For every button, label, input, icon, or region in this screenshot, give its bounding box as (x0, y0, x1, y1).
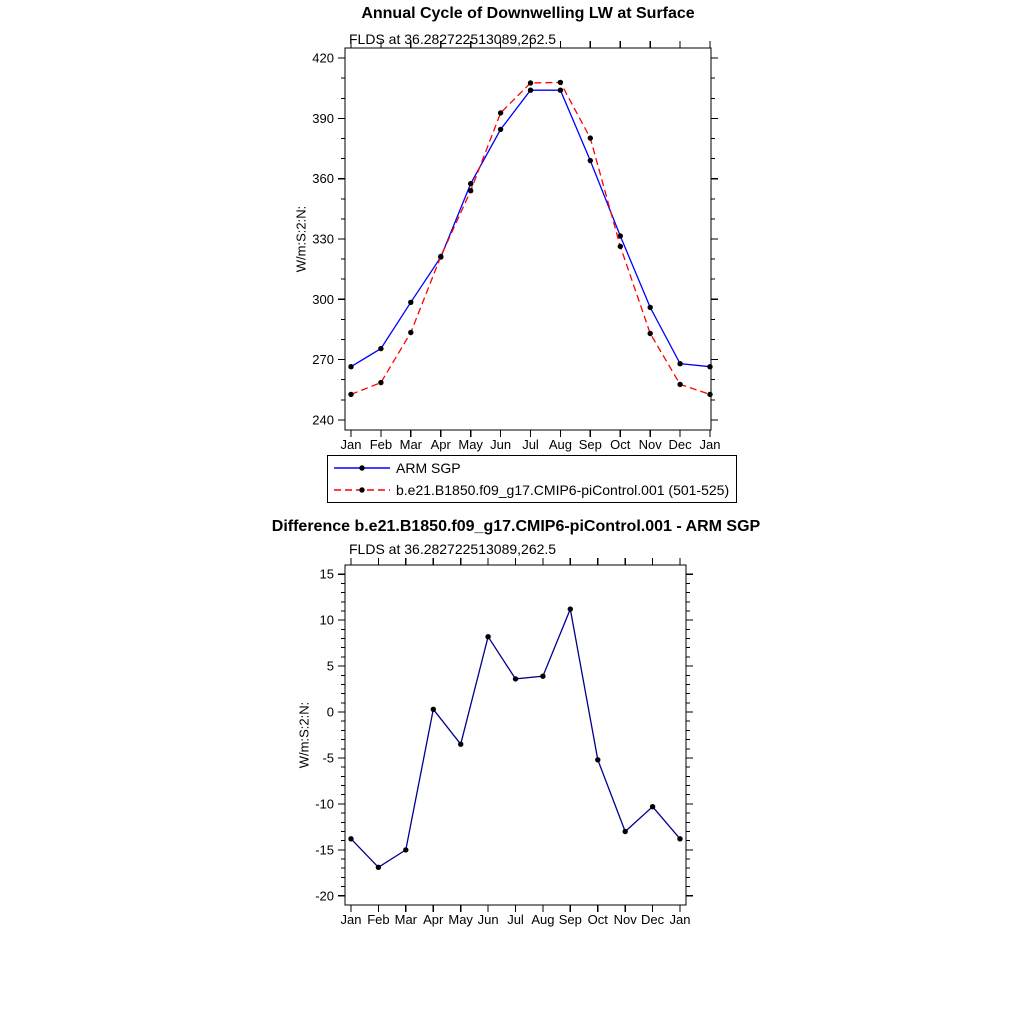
y-tick-label: 270 (312, 352, 334, 368)
difference-chart-subtitle: FLDS at 36.282722513089,262.5 (349, 541, 557, 557)
data-point-marker (485, 634, 490, 639)
data-point-marker (618, 244, 623, 249)
data-point-marker (468, 181, 473, 186)
data-point-marker (707, 392, 712, 397)
x-tick-label: Jan (340, 912, 362, 927)
data-point-marker (376, 865, 381, 870)
data-point-marker (458, 742, 463, 747)
legend-marker (359, 487, 364, 492)
x-tick-label: Apr (430, 437, 451, 452)
data-point-marker (568, 606, 573, 611)
data-point-marker (588, 158, 593, 163)
y-tick-label: -20 (315, 888, 334, 904)
x-tick-label: Feb (367, 912, 390, 927)
x-tick-label: Jan (699, 437, 721, 452)
series-line-0 (351, 90, 710, 367)
data-point-marker (650, 804, 655, 809)
data-point-marker (378, 380, 383, 385)
x-tick-label: Dec (668, 437, 692, 452)
annual-cycle-chart-title: Annual Cycle of Downwelling LW at Surface (361, 5, 695, 22)
legend-item-arm-sgp (333, 459, 736, 477)
x-tick-label: Jun (477, 912, 499, 927)
y-tick-label: 300 (312, 291, 334, 307)
data-point-marker (528, 80, 533, 85)
y-tick-label: 0 (326, 704, 334, 720)
legend (327, 455, 737, 503)
data-point-marker (348, 836, 353, 841)
data-point-marker (595, 757, 600, 762)
data-point-marker (558, 80, 563, 85)
data-point-marker (558, 88, 563, 93)
y-tick-label: 5 (326, 658, 334, 674)
x-tick-label: Jan (669, 912, 691, 927)
x-tick-label: Mar (399, 437, 423, 452)
data-point-marker (431, 707, 436, 712)
data-point-marker (623, 829, 628, 834)
legend-marker (359, 466, 364, 471)
difference-chart-y-axis-label: W/m:S:2:N: (296, 701, 312, 769)
x-tick-label: Sep (558, 912, 582, 927)
data-point-marker (498, 127, 503, 132)
data-point-marker (348, 392, 353, 397)
x-tick-label: May (458, 437, 483, 452)
x-tick-label: Aug (548, 437, 572, 452)
data-point-marker (498, 110, 503, 115)
data-point-marker (648, 305, 653, 310)
x-tick-label: Nov (638, 437, 662, 452)
data-point-marker (403, 847, 408, 852)
legend-line-sample-arm-sgp (333, 462, 391, 474)
annual-cycle-y-axis-label: W/m:S:2:N: (293, 205, 309, 273)
data-point-marker (588, 135, 593, 140)
x-tick-label: Nov (613, 912, 637, 927)
x-tick-label: Jun (490, 437, 512, 452)
data-point-marker (677, 361, 682, 366)
x-tick-label: Jul (522, 437, 539, 452)
y-tick-label: 330 (312, 231, 334, 247)
data-point-marker (468, 188, 473, 193)
y-tick-label: 10 (319, 612, 334, 628)
data-point-marker (378, 346, 383, 351)
plot-frame (345, 48, 711, 430)
data-point-marker (528, 88, 533, 93)
x-tick-label: Jan (340, 437, 362, 452)
y-tick-label: -15 (315, 842, 334, 858)
x-tick-label: Mar (394, 912, 418, 927)
plot-frame (345, 565, 686, 905)
annual-cycle-chart-subtitle: FLDS at 36.282722513089,262.5 (349, 31, 557, 47)
y-tick-label: 420 (312, 50, 334, 66)
x-tick-label: Aug (531, 912, 555, 927)
x-tick-label: May (448, 912, 473, 927)
x-tick-label: Jul (507, 912, 524, 927)
x-tick-label: Apr (423, 912, 444, 927)
x-tick-label: Sep (578, 437, 602, 452)
y-tick-label: 15 (319, 566, 334, 582)
y-tick-label: 390 (312, 110, 334, 126)
x-tick-label: Oct (610, 437, 631, 452)
data-point-marker (648, 331, 653, 336)
x-tick-label: Oct (587, 912, 608, 927)
y-tick-label: 240 (312, 412, 334, 428)
data-point-marker (408, 330, 413, 335)
legend-label-model: b.e21.B1850.f09_g17.CMIP6-piControl.001 (501-525) (396, 481, 730, 498)
data-point-marker (438, 254, 443, 259)
legend-line-sample-model (333, 484, 391, 496)
data-point-marker (540, 674, 545, 679)
legend-item-model (333, 481, 736, 499)
data-point-marker (677, 382, 682, 387)
x-tick-label: Dec (641, 912, 665, 927)
data-point-marker (513, 676, 518, 681)
data-point-marker (408, 300, 413, 305)
y-tick-label: -10 (315, 796, 334, 812)
data-point-marker (348, 364, 353, 369)
data-point-marker (677, 836, 682, 841)
data-point-marker (707, 364, 712, 369)
difference-chart-title: Difference b.e21.B1850.f09_g17.CMIP6-piControl.001 - ARM SGP (271, 518, 761, 535)
legend-label-arm-sgp: ARM SGP (396, 460, 461, 477)
x-tick-label: Feb (369, 437, 393, 452)
series-line-0 (351, 609, 680, 867)
y-tick-label: -5 (322, 750, 334, 766)
y-tick-label: 360 (312, 171, 334, 187)
series-line-1 (351, 82, 710, 394)
